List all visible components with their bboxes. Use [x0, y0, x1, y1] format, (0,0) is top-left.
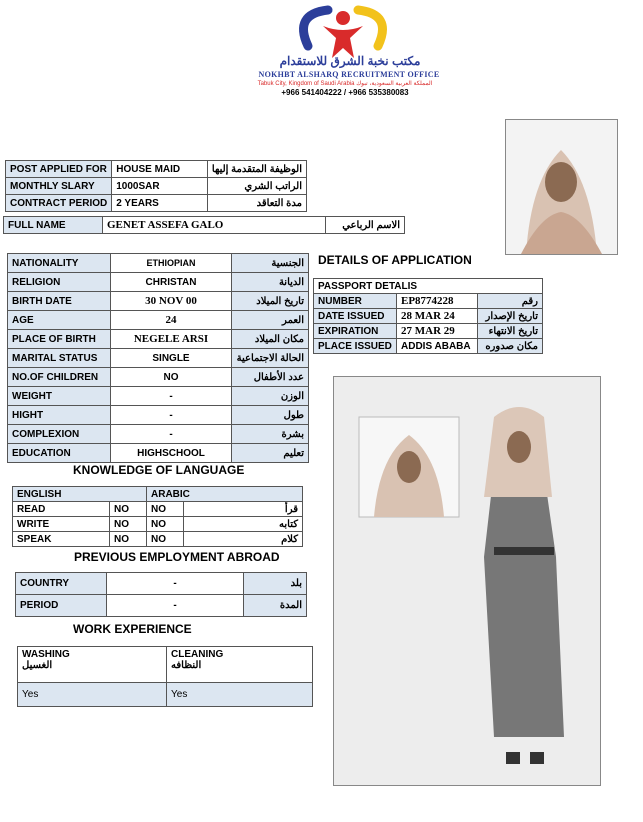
- issue-date-label-ar: تاريخ الإصدار: [478, 309, 543, 324]
- nationality-value: ETHIOPIAN: [111, 254, 232, 273]
- fullname-label: FULL NAME: [4, 217, 103, 234]
- education-value: HIGHSCHOOL: [111, 444, 232, 463]
- read-label-ar: قرأ: [184, 502, 303, 517]
- birthdate-value: 30 NOV 00: [111, 292, 232, 311]
- speak-arabic: NO: [147, 532, 184, 547]
- passport-number-label-ar: رقم: [478, 294, 543, 309]
- place-issued-label-ar: مكان صدوره: [478, 339, 543, 354]
- person-portrait-icon: [506, 120, 617, 254]
- passport-number-label: NUMBER: [314, 294, 397, 309]
- personal-table: [7, 253, 309, 463]
- fullname-table: [3, 216, 405, 234]
- salary-value: 1000SAR: [112, 178, 208, 195]
- height-label-ar: طول: [232, 406, 309, 425]
- speak-english: NO: [110, 532, 147, 547]
- religion-label-ar: الديانة: [232, 273, 309, 292]
- expiration-label-ar: تاريخ الانتهاء: [478, 324, 543, 339]
- contract-label-ar: مدة التعاقد: [207, 195, 306, 212]
- language-table: [12, 486, 303, 547]
- contract-label: CONTRACT PERIOD: [6, 195, 112, 212]
- country-value: -: [107, 573, 244, 595]
- read-label: READ: [13, 502, 110, 517]
- religion-value: CHRISTAN: [111, 273, 232, 292]
- washing-en: WASHING: [22, 649, 70, 660]
- cleaning-header: [167, 647, 313, 683]
- marital-label-ar: الحالة الاجتماعية: [232, 349, 309, 368]
- complexion-value: -: [111, 425, 232, 444]
- post-label: POST APPLIED FOR: [6, 161, 112, 178]
- period-label: PERIOD: [16, 595, 107, 617]
- period-value: -: [107, 595, 244, 617]
- fullname-value: GENET ASSEFA GALO: [103, 217, 326, 234]
- age-label-ar: العمر: [232, 311, 309, 330]
- height-label: HIGHT: [8, 406, 111, 425]
- complexion-label: COMPLEXION: [8, 425, 111, 444]
- write-arabic: NO: [147, 517, 184, 532]
- read-english: NO: [110, 502, 147, 517]
- header: [205, 4, 485, 96]
- birthplace-value: NEGELE ARSI: [111, 330, 232, 349]
- contract-value: 2 YEARS: [112, 195, 208, 212]
- person-full-icon: [334, 377, 600, 785]
- expiration-value: 27 MAR 29: [397, 324, 478, 339]
- write-label: WRITE: [13, 517, 110, 532]
- age-value: 24: [111, 311, 232, 330]
- language-title: KNOWLEDGE OF LANGUAGE: [73, 463, 245, 477]
- height-value: -: [111, 406, 232, 425]
- employment-table: [15, 572, 307, 617]
- salary-label: MONTHLY SLARY: [6, 178, 112, 195]
- religion-label: RELIGION: [8, 273, 111, 292]
- nationality-label-ar: الجنسية: [232, 254, 309, 273]
- write-english: NO: [110, 517, 147, 532]
- washing-value: Yes: [18, 683, 167, 707]
- work-title: WORK EXPERIENCE: [73, 622, 192, 636]
- children-label: NO.OF CHILDREN: [8, 368, 111, 387]
- issue-date-value: 28 MAR 24: [397, 309, 478, 324]
- birthdate-label-ar: تاريخ الميلاد: [232, 292, 309, 311]
- children-value: NO: [111, 368, 232, 387]
- company-name-en: NOKHBT ALSHARQ RECRUITMENT OFFICE: [258, 70, 440, 79]
- company-address: Tabuk City, Kingdom of Saudi Arabia المملكة العربية السعودية، تبوك: [257, 81, 433, 87]
- washing-ar: الغسيل: [22, 660, 53, 671]
- fullname-label-ar: الاسم الرباعي: [326, 217, 405, 234]
- country-label: COUNTRY: [16, 573, 107, 595]
- country-label-ar: بلد: [244, 573, 307, 595]
- nationality-label: NATIONALITY: [8, 254, 111, 273]
- full-body-photo: [333, 376, 601, 786]
- washing-header: [18, 647, 167, 683]
- age-label: AGE: [8, 311, 111, 330]
- cleaning-en: CLEANING: [171, 649, 224, 660]
- post-value: HOUSE MAID: [112, 161, 208, 178]
- education-label: EDUCATION: [8, 444, 111, 463]
- passport-table: [313, 278, 543, 354]
- cleaning-ar: النظافه: [171, 660, 202, 671]
- profile-photo: [505, 119, 618, 255]
- marital-label: MARITAL STATUS: [8, 349, 111, 368]
- speak-label: SPEAK: [13, 532, 110, 547]
- children-label-ar: عدد الأطفال: [232, 368, 309, 387]
- weight-label-ar: الوزن: [232, 387, 309, 406]
- period-label-ar: المدة: [244, 595, 307, 617]
- passport-title: PASSPORT DETALIS: [314, 279, 543, 294]
- place-issued-value: ADDIS ABABA: [397, 339, 478, 354]
- read-arabic: NO: [147, 502, 184, 517]
- application-title: DETAILS OF APPLICATION: [318, 253, 472, 267]
- birthplace-label: PLACE OF BIRTH: [8, 330, 111, 349]
- education-label-ar: تعليم: [232, 444, 309, 463]
- post-label-ar: الوظيفة المتقدمة إليها: [207, 161, 306, 178]
- write-label-ar: كتابه: [184, 517, 303, 532]
- employment-title: PREVIOUS EMPLOYMENT ABROAD: [74, 550, 280, 564]
- salary-label-ar: الراتب الشري: [207, 178, 306, 195]
- birthplace-label-ar: مكان الميلاد: [232, 330, 309, 349]
- place-issued-label: PLACE ISSUED: [314, 339, 397, 354]
- company-name-ar: مكتب نخبة الشرق للاستقدام: [279, 54, 421, 68]
- issue-date-label: DATE ISSUED: [314, 309, 397, 324]
- cleaning-value: Yes: [167, 683, 313, 707]
- passport-number-value: EP8774228: [397, 294, 478, 309]
- speak-label-ar: كلام: [184, 532, 303, 547]
- language-english-header: ENGLISH: [13, 487, 147, 502]
- marital-value: SINGLE: [111, 349, 232, 368]
- birthdate-label: BIRTH DATE: [8, 292, 111, 311]
- weight-value: -: [111, 387, 232, 406]
- company-phones: +966 541404222 / +966 535380083: [281, 88, 409, 97]
- complexion-label-ar: بشرة: [232, 425, 309, 444]
- post-table: [5, 160, 307, 212]
- weight-label: WEIGHT: [8, 387, 111, 406]
- expiration-label: EXPIRATION: [314, 324, 397, 339]
- work-table: [17, 646, 313, 707]
- language-arabic-header: ARABIC: [147, 487, 303, 502]
